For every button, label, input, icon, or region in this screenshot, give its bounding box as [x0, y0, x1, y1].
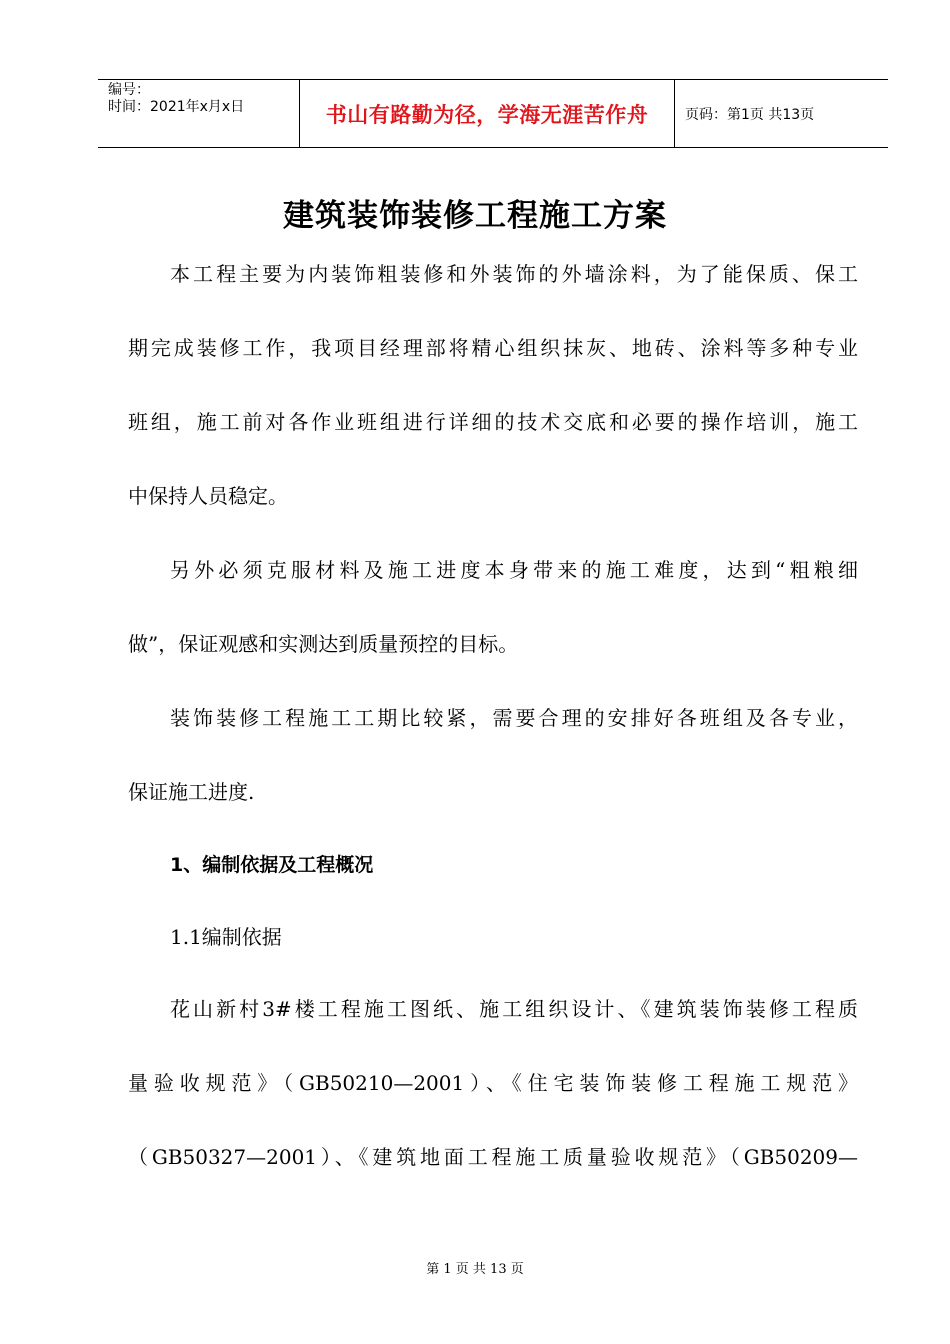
- time-label: 时间：2021年x月x日: [108, 99, 245, 115]
- paragraph-line: 期完成装修工作，我项目经理部将精心组织抹灰、地砖、涂料等多种专业: [128, 336, 858, 360]
- subsection-heading: 1.1编制依据: [170, 925, 282, 949]
- paragraph-line: 本工程主要为内装饰粗装修和外装饰的外墙涂料，为了能保质、保工: [170, 262, 858, 286]
- paragraph-line: 另外必须克服材料及施工进度本身带来的施工难度，达到“粗粮细: [170, 558, 858, 582]
- document-title: 建筑装饰装修工程施工方案: [283, 198, 667, 234]
- number-label: 编号：: [108, 82, 150, 98]
- paragraph-line: 班组，施工前对各作业班组进行详细的技术交底和必要的操作培训，施工: [128, 410, 858, 434]
- paragraph-line: 做”，保证观感和实测达到质量预控的目标。: [128, 632, 519, 656]
- paragraph-line: 装饰装修工程施工工期比较紧，需要合理的安排好各班组及各专业，: [170, 706, 858, 730]
- header-meta-cell: [98, 80, 300, 147]
- header-page-label: 页码：第1页 共13页: [685, 106, 815, 123]
- paragraph-line: 量验收规范》（GB50210—2001）、《住宅装饰装修工程施工规范》: [128, 1071, 858, 1095]
- paragraph-line: （GB50327—2001）、《建筑地面工程施工质量验收规范》（GB50209—: [128, 1145, 858, 1169]
- header-motto: 书山有路勤为径，学海无涯苦作舟: [300, 80, 675, 147]
- page-footer: 第 1 页 共 13 页: [426, 1262, 524, 1277]
- paragraph-line: 中保持人员稳定。: [128, 484, 288, 508]
- paragraph-line: 保证施工进度.: [128, 780, 255, 804]
- section-heading: 1、编制依据及工程概况: [170, 854, 374, 876]
- paragraph-line: 花山新村3#楼工程施工图纸、施工组织设计、《建筑装饰装修工程质: [170, 997, 858, 1021]
- page-header: [98, 79, 888, 148]
